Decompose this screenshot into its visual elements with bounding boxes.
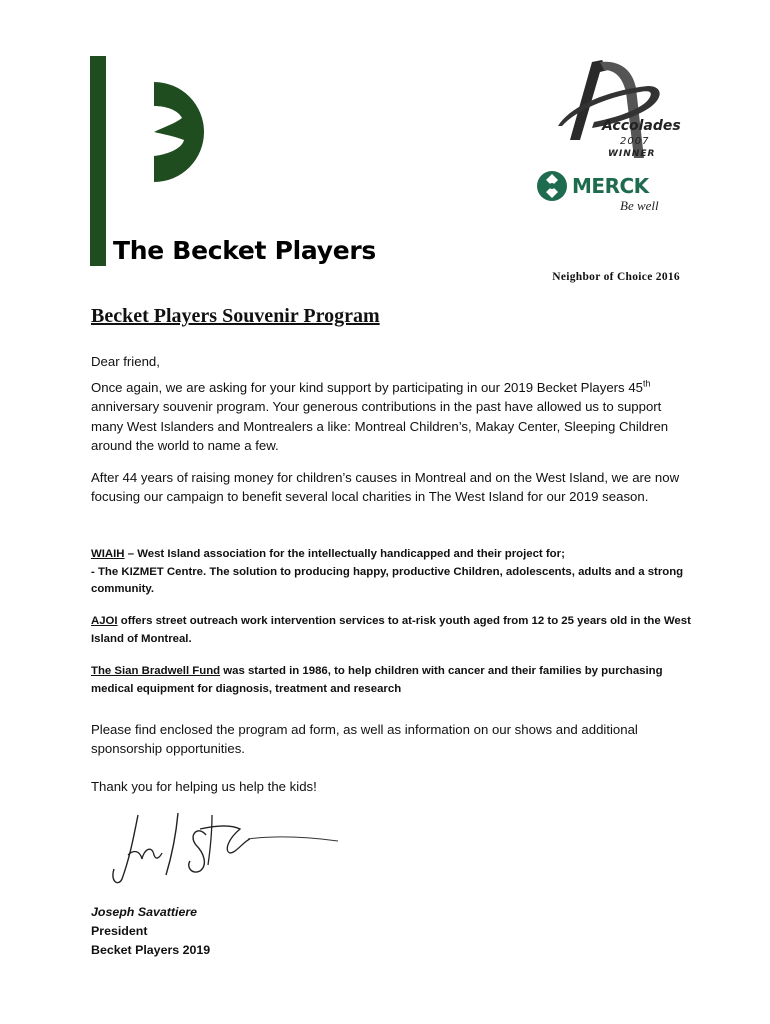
accolades-title: Accolades	[602, 118, 681, 134]
charity-ajoi-name: AJOI	[91, 615, 118, 627]
charity-wiaih-line2: - The KIZMET Centre. The solution to producing happy, productive Children, adolescents, adults and a strong community.	[91, 565, 684, 595]
accolades-badge	[556, 58, 681, 168]
intro-text-a: Once again, we are asking for your kind support by participating in our 2019 Becket Players 45	[91, 380, 643, 395]
charity-ajoi	[91, 613, 691, 648]
charity-sian-text: was started in 1986, to help children with cancer and their families by purchasing medical equipment for diagnosis, treatment and research	[91, 665, 663, 695]
signer-role: President	[91, 924, 148, 938]
merck-logo	[536, 170, 659, 213]
campaign-paragraph: After 44 years of raising money for children’s causes in Montreal and on the West Island, we are now focusing our campaign to benefit several local charities in The West Island for our 2019 season.	[91, 470, 680, 505]
merck-emblem-icon	[536, 170, 568, 202]
charity-wiaih	[91, 546, 691, 599]
intro-text-b: anniversary souvenir program. Your generous contributions in the past have allowed us to support many West Islanders and Montrealers a like: Montreal Children’s, Makay Center, Sleeping Children around the world to name a few.	[91, 399, 669, 453]
accolades-year: 2007	[620, 136, 650, 147]
greeting: Dear friend,	[91, 354, 160, 369]
page-title: Becket Players Souvenir Program	[91, 305, 380, 327]
accolades-a-icon	[556, 58, 666, 163]
intro-paragraph	[91, 378, 691, 455]
thanks-line: Thank you for helping us help the kids!	[91, 779, 317, 794]
logo-bowl	[154, 82, 204, 182]
signature-block	[91, 903, 210, 960]
neighbor-of-choice: Neighbor of Choice 2016	[552, 271, 680, 283]
logo-stem	[90, 56, 106, 266]
charity-wiaih-text: – West Island association for the intellectually handicapped and their project for;	[124, 548, 565, 560]
signer-name: Joseph Savattiere	[91, 905, 198, 919]
charity-sian-bradwell	[91, 663, 691, 698]
enclosed-paragraph: Please find enclosed the program ad form, as well as information on our shows and additional sponsorship opportunities.	[91, 722, 638, 757]
logo-title: The Becket Players	[113, 236, 376, 265]
charity-sian-name: The Sian Bradwell Fund	[91, 665, 221, 677]
accolades-winner: WINNER	[608, 149, 656, 159]
merck-name: MERCK	[572, 174, 649, 198]
signer-org: Becket Players 2019	[91, 943, 211, 957]
merck-tagline: Be well	[620, 198, 659, 213]
charity-wiaih-name: WIAIH	[91, 548, 125, 560]
charity-ajoi-text: offers street outreach work intervention services to at-risk youth aged from 12 to 25 years old in the West Island of Montreal.	[91, 615, 691, 645]
intro-sup: th	[643, 378, 651, 389]
signature-scribble	[108, 795, 348, 895]
